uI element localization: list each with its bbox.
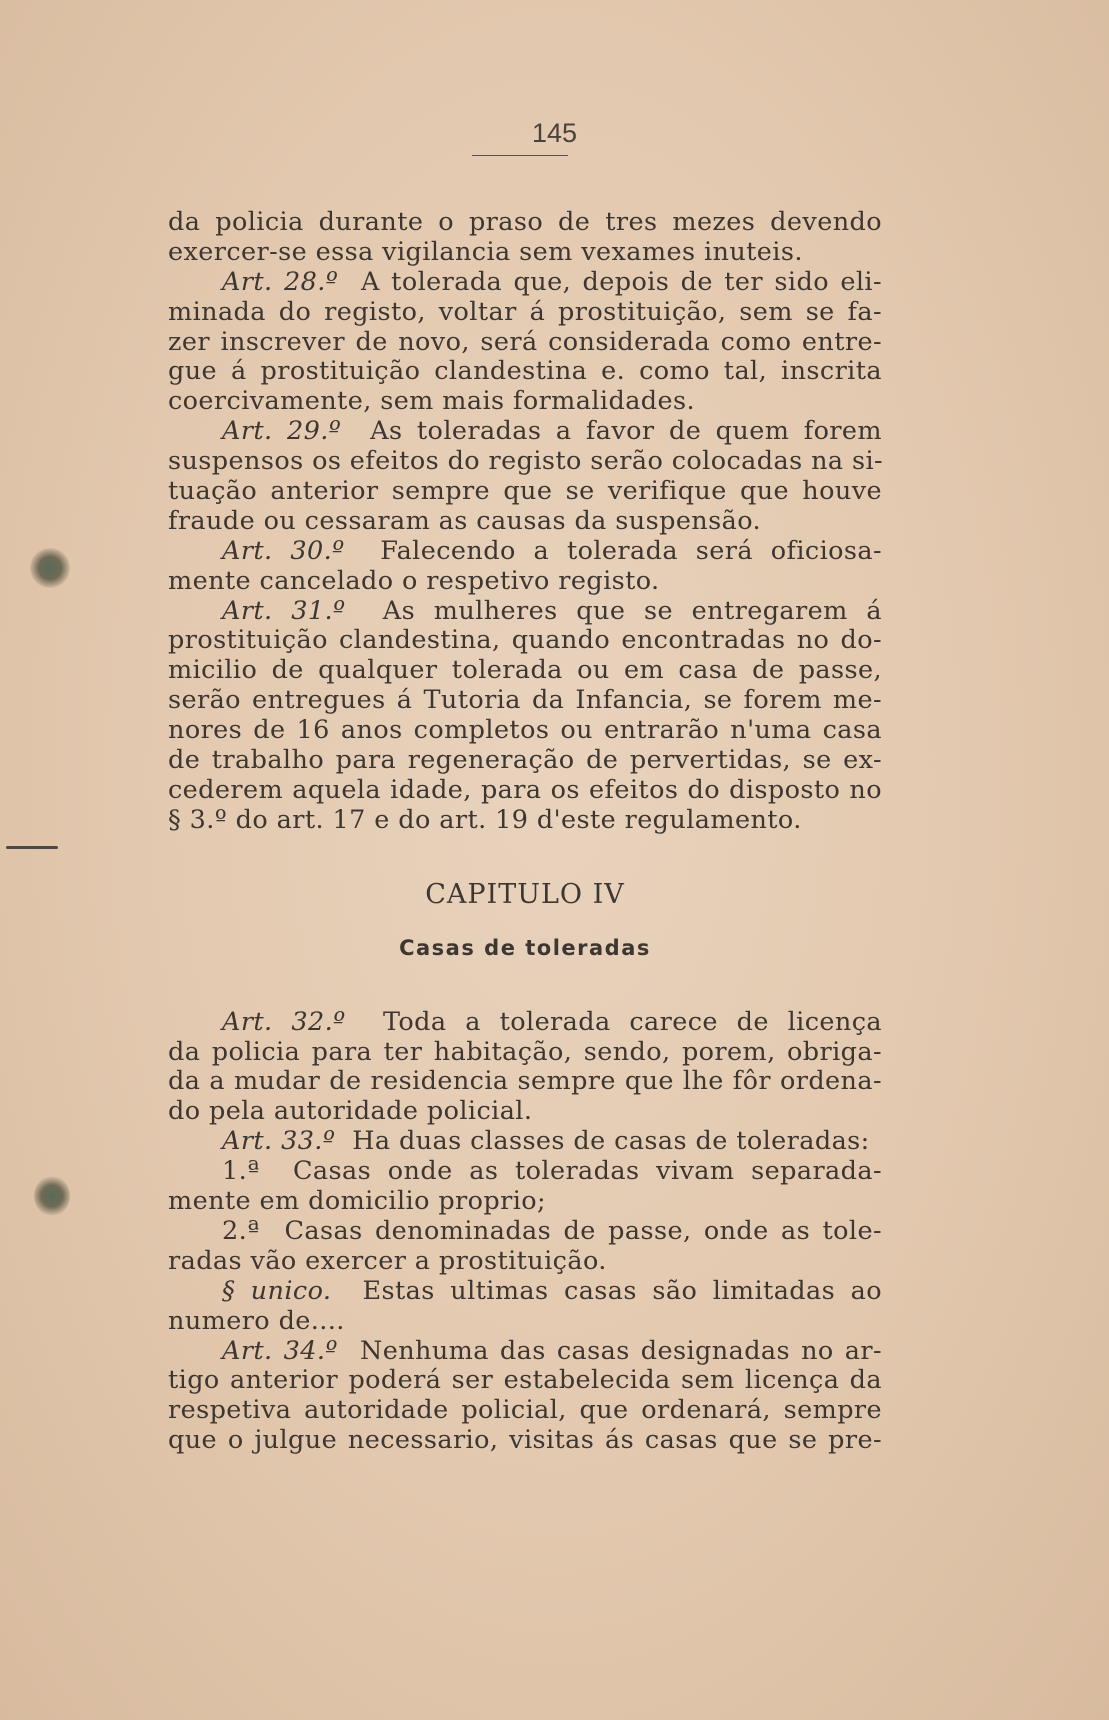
- article-30-first-line: [168, 537, 882, 567]
- text-line: nores de 16 anos completos ou entrarão n'uma casa: [168, 715, 882, 746]
- margin-stain-2: [34, 1176, 70, 1216]
- text-span: Toda a tolerada carece de licença: [382, 1006, 882, 1037]
- article-31-first-line: [168, 597, 882, 627]
- text-line: do pela autoridade policial.: [168, 1096, 533, 1127]
- text-span: As toleradas a favor de quem forem: [370, 416, 883, 447]
- article-34-first-line: [168, 1337, 882, 1367]
- text-line: mente cancelado o respetivo registo.: [168, 565, 660, 596]
- text-line: de trabalho para regeneração de pervertidas, se ex-: [168, 745, 882, 776]
- text-line: cederem aquela idade, para os efeitos do disposto no: [168, 774, 882, 805]
- text-line: respetiva autoridade policial, que ordenará, sempre: [168, 1395, 882, 1426]
- article-label: Art. 31.º: [222, 595, 346, 626]
- article-label: Art. 32.º: [222, 1006, 346, 1037]
- text-span: A tolerada que, depois de ter sido eli-: [360, 266, 882, 297]
- text-line: serão entregues á Tutoria da Infancia, se forem me-: [168, 685, 882, 716]
- item-label: 2.ª: [222, 1215, 260, 1246]
- article-label: Art. 30.º: [222, 535, 345, 566]
- article-32-first-line: [168, 1008, 882, 1038]
- text-span: Estas ultimas casas são limitadas ao: [362, 1275, 882, 1306]
- chapter-title: CAPITULO IV: [425, 878, 625, 910]
- page-number: 145: [531, 118, 578, 148]
- margin-stain-1: [30, 548, 70, 588]
- text-line: minada do registo, voltar á prostituição, sem se fa-: [168, 296, 882, 327]
- text-line: coercivamente, sem mais formalidades.: [168, 386, 696, 417]
- article-33-first-line: [168, 1127, 882, 1157]
- text-line: fraude ou cessaram as causas da suspensão.: [168, 505, 762, 536]
- article-label: Art. 33.º: [222, 1126, 336, 1157]
- article-29-first-line: [168, 417, 882, 447]
- text-line: da policia durante o praso de tres mezes devendo: [168, 207, 882, 237]
- text-line: prostituição clandestina, quando encontradas no do-: [168, 625, 882, 656]
- text-line: tigo anterior poderá ser estabelecida sem licença da: [168, 1365, 882, 1396]
- page-number-rule: [472, 155, 568, 156]
- text-span: Casas denominadas de passe, onde as tole-: [284, 1215, 882, 1246]
- section-label: § unico.: [222, 1275, 332, 1306]
- text-span: Ha duas classes de casas de toleradas:: [352, 1126, 870, 1157]
- text-line: micilio de qualquer tolerada ou em casa de passe,: [168, 655, 882, 686]
- text-span: Nenhuma das casas designadas no ar-: [359, 1335, 882, 1366]
- text-span: Falecendo a tolerada será oficiosa-: [380, 535, 883, 566]
- text-line: da policia para ter habitação, sendo, porem, obriga-: [168, 1036, 882, 1067]
- text-span: As mulheres que se entregarem á: [382, 595, 882, 626]
- text-line: mente em domicilio proprio;: [168, 1186, 547, 1217]
- body-text: [168, 208, 882, 1456]
- article-label: Art. 29.º: [222, 416, 342, 447]
- item-2-first-line: [168, 1217, 882, 1247]
- item-label: 1.ª: [222, 1156, 260, 1187]
- text-line: da a mudar de residencia sempre que lhe fôr ordena-: [168, 1066, 882, 1097]
- margin-mark: [6, 846, 58, 849]
- article-label: Art. 34.º: [222, 1335, 338, 1366]
- item-1-first-line: [168, 1157, 882, 1187]
- article-28-first-line: [168, 268, 882, 298]
- text-line: suspensos os efeitos do registo serão colocadas na si-: [168, 446, 884, 477]
- text-span: Casas onde as toleradas vivam separada-: [293, 1156, 883, 1187]
- text-line: radas vão exercer a prostituição.: [168, 1245, 607, 1276]
- text-line: zer inscrever de novo, será considerada como entre-: [168, 326, 882, 357]
- spacer: [168, 964, 882, 1008]
- article-label: Art. 28.º: [222, 266, 339, 297]
- text-line: numero de....: [168, 1305, 345, 1336]
- paragraph-unico-first-line: [168, 1277, 882, 1307]
- text-line: exercer-se essa vigilancia sem vexames inuteis.: [168, 236, 803, 267]
- text-line: § 3.º do art. 17 e do art. 19 d'este regulamento.: [168, 804, 802, 835]
- text-line: que o julgue necessario, visitas ás casas que se pre-: [168, 1425, 882, 1456]
- text-line: tuação anterior sempre que se verifique que houve: [168, 476, 882, 507]
- chapter-subtitle: Casas de toleradas: [399, 935, 651, 960]
- text-line: gue á prostituição clandestina e. como tal, inscrita: [168, 356, 882, 387]
